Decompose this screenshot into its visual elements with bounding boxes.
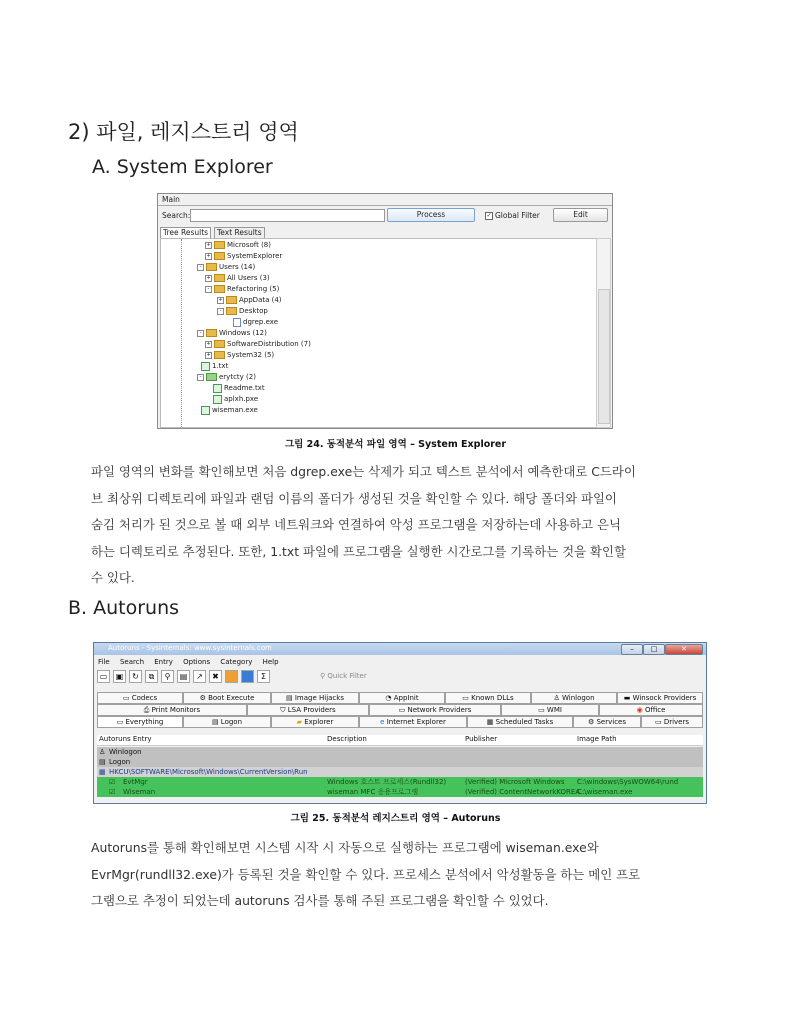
tab-label: Everything [125,718,164,726]
menu-options[interactable]: Options [183,658,211,666]
properties-icon[interactable]: ▤ [177,670,190,683]
tree-node-label: Desktop [239,307,268,315]
tab-label: Image Hijacks [294,694,344,702]
collapse-icon: - [197,264,204,271]
folder-icon [214,241,225,249]
tree-node[interactable] [217,295,282,305]
paragraph-line: 파일 영역의 변화를 확인해보면 처음 dgrep.exe는 삭제가 되고 텍스트 분석에서 예측한대로 C드라이 [91,464,636,479]
tab-everything[interactable] [97,716,183,728]
tree-view[interactable] [160,238,597,428]
tree-node-label: All Users (3) [227,274,270,282]
tab-wmi[interactable] [501,704,599,716]
minimize-button[interactable]: – [621,644,643,655]
folder-icon [206,329,217,337]
entry-checkbox[interactable]: ☑ [109,788,116,796]
folder-icon [214,351,225,359]
tree-node-label: dgrep.exe [243,318,279,326]
logon-icon: ▤ [211,718,221,726]
main-label: Main [162,195,180,204]
tree-node-label: Refactoring (5) [227,285,280,293]
tab-label: Winsock Providers [632,694,697,702]
menu-entry[interactable]: Entry [154,658,173,666]
tab-text-results[interactable]: Text Results [214,227,265,238]
tab-label: Explorer [304,718,334,726]
collapse-icon: - [197,330,204,337]
tree-node[interactable] [213,394,258,404]
menu-file[interactable]: File [98,658,110,666]
tab-label: WMI [546,706,562,714]
tree-node-label: Users (14) [219,263,256,271]
table-row[interactable] [97,787,703,797]
tab-codecs[interactable] [97,692,183,704]
collapse-icon: - [217,308,224,315]
window-title: Autoruns - Sysinternals: www.sysinternals.com [108,644,272,652]
tree-node[interactable] [197,372,256,382]
tree-node[interactable] [233,317,278,327]
paragraph-line: 수 있다. [91,570,135,585]
entry-label: Winlogon [109,748,142,756]
tab-winlogon[interactable] [531,692,617,704]
paragraph-line: 숨김 처리가 된 것으로 볼 때 외부 네트워크와 연결하여 악성 프로그램을 저장하는데 사용하고 은닉 [91,517,621,532]
dll-icon: ▭ [462,694,472,702]
save-icon[interactable]: ▣ [113,670,126,683]
everything-icon: ▭ [116,718,126,726]
toolbar [97,670,273,683]
office-icon: ◉ [636,706,645,714]
section-heading: 2) 파일, 레지스트리 영역 [68,120,299,144]
filter-icon: ⚲ [320,672,328,680]
tree-node-label: 1.txt [212,362,229,370]
entry-label: Logon [109,758,131,766]
drivers-icon: ▭ [654,718,664,726]
vertical-scrollbar[interactable] [596,238,611,428]
tab-services[interactable] [573,716,641,728]
tree-node[interactable] [205,284,279,294]
folder-icon [206,263,217,271]
column-header-row [97,735,703,746]
tasks-icon: ▦ [486,718,496,726]
jump-icon[interactable]: ↗ [193,670,206,683]
tree-node[interactable] [205,251,282,261]
tree-node-label: AppData (4) [239,296,282,304]
tab-logon[interactable] [183,716,271,728]
figure-caption-25: 그림 25. 동적분석 레지스트리 영역 – Autoruns [290,813,501,824]
tab-label: Scheduled Tasks [495,718,554,726]
folder-icon [206,373,217,381]
expand-icon: + [218,296,223,303]
folder-icon [214,285,225,293]
scan-options-icon[interactable] [225,670,238,683]
entry-image-path: C:\windows\SysWOW64\rund [577,778,679,786]
folder-icon [214,340,225,348]
new-file-icon [213,384,222,393]
scrollbar-thumb[interactable] [598,289,610,424]
entry-publisher: (Verified) Microsoft Windows [465,778,565,786]
boot-icon: ⚙ [199,694,209,702]
tree-node-label: SoftwareDistribution (7) [227,340,311,348]
tab-label: Winlogon [561,694,595,702]
process-button[interactable]: Process [387,208,475,222]
tree-node[interactable] [205,350,274,360]
expand-icon: + [206,351,211,358]
tab-internet-explorer[interactable] [359,716,467,728]
compare-icon[interactable] [241,670,254,683]
tab-office[interactable] [599,704,703,716]
expand-icon: + [206,340,211,347]
winlogon-icon: ♙ [553,694,562,702]
new-file-icon [213,395,222,404]
entry-description: wiseman MFC 응용프로그램 [327,788,419,796]
wmi-icon: ▭ [538,706,547,714]
tab-row-1 [97,692,703,703]
tab-label: Boot Execute [208,694,255,702]
tab-image-hijacks[interactable] [271,692,359,704]
image-icon: ▤ [286,694,295,702]
paragraph-line: 그램으로 추정이 되었는데 autoruns 검사를 통해 주된 프로그램을 확인할 수 있었다. [91,893,549,908]
network-icon: ▭ [398,706,408,714]
global-filter-checkbox[interactable] [485,211,540,220]
tab-scheduled-tasks[interactable] [467,716,573,728]
paragraph-line: 하는 디렉토리로 추정된다. 또한, 1.txt 파일에 프로그램을 실행한 시간로그를 기록하는 것을 확인할 [91,543,626,559]
maximize-button[interactable]: □ [643,644,665,655]
expand-icon: + [206,274,211,281]
tab-tree-results[interactable]: Tree Results [160,227,211,238]
search-label: Search: [162,211,191,220]
tab-label: AppInit [393,694,419,702]
col-publisher[interactable]: Publisher [465,735,498,743]
tab-label: Known DLLs [471,694,514,702]
tab-label: Network Providers [407,706,472,714]
tree-node[interactable] [205,339,311,349]
winlogon-icon: ♙ [99,748,106,756]
global-filter-label: Global Filter [495,211,540,220]
tab-label: Internet Explorer [386,718,446,726]
entry-name: EvtMgr [123,778,148,786]
quick-filter-input[interactable] [320,672,367,680]
tab-known-dlls[interactable] [445,692,531,704]
quick-filter-placeholder: Quick Filter [327,672,367,680]
tab-row-3 [97,716,703,727]
entry-name: Wiseman [123,788,156,796]
tree-guide-line [181,239,182,427]
logon-icon: ▤ [99,758,106,766]
paragraph-autoruns [91,835,703,915]
tree-node-label: wiseman.exe [212,406,258,414]
ie-icon: e [380,718,387,726]
codecs-icon: ▭ [122,694,132,702]
expand-icon: + [206,252,211,259]
tree-node-label: aplxh.pxe [224,395,259,403]
tab-row-2 [97,704,703,715]
table-row[interactable] [97,757,703,767]
tree-node[interactable] [213,383,265,393]
tab-network-providers[interactable] [369,704,501,716]
paragraph-line: Autoruns를 통해 확인해보면 시스템 시작 시 자동으로 실행하는 프로그램에 wiseman.exe와 [91,840,599,855]
tree-node-label: Windows (12) [219,329,267,337]
folder-icon [226,307,237,315]
entry-publisher: (Verified) ContentNetworkKOREA... [465,788,587,796]
entry-description: Windows 호스트 프로세스(Rundll32) [327,778,447,786]
appinit-icon: ◔ [385,694,394,702]
paragraph-file-area [91,459,703,592]
tree-node[interactable] [205,240,271,250]
menu-bar [98,658,287,666]
entry-image-path: C:\wiseman.exe [577,788,633,796]
tab-label: Codecs [131,694,158,702]
tab-label: Drivers [663,718,690,726]
tab-label: Services [596,718,627,726]
menu-search[interactable]: Search [119,658,145,666]
col-autoruns-entry[interactable]: Autoruns Entry [99,735,152,743]
collapse-icon: - [197,374,204,381]
collapse-icon: - [205,286,212,293]
tab-explorer[interactable] [271,716,359,728]
entry-checkbox[interactable]: ☑ [109,778,116,786]
table-row[interactable] [97,747,703,757]
table-row[interactable] [97,777,703,787]
menu-help[interactable]: Help [262,658,279,666]
shield-icon: ⛉ [280,706,288,714]
file-icon [233,318,241,327]
divider [158,205,612,206]
paragraph-line: EvrMgr(rundll32.exe)가 등록된 것을 확인할 수 있다. 프로세스 분석에서 악성활동을 하는 메인 프로 [91,866,641,882]
title-bar [94,643,706,655]
new-file-icon [201,406,210,415]
paragraph-line: 브 최상위 디렉토리에 파일과 랜덤 이름의 폴더가 생성된 것을 확인할 수 있다. 해당 폴더와 파일이 [91,490,617,506]
tab-label: LSA Providers [287,706,336,714]
sigma-icon[interactable]: Σ [257,670,270,683]
subheading-autoruns: B. Autoruns [68,597,180,619]
tree-node[interactable] [217,306,268,316]
find-icon[interactable]: ⚲ [161,670,174,683]
folder-icon [214,252,225,260]
tree-node-label: System32 (5) [227,351,275,359]
tree-node-label: Readme.txt [224,384,265,392]
close-button[interactable]: ✕ [665,644,703,655]
tab-label: Print Monitors [151,706,201,714]
delete-icon[interactable]: ✖ [209,670,222,683]
new-file-icon [201,362,210,371]
winsock-icon: ▬ [623,694,633,702]
edit-button[interactable]: Edit [553,208,608,222]
refresh-icon[interactable]: ↻ [129,670,142,683]
tree-node[interactable] [201,405,258,415]
open-icon[interactable]: ▭ [97,670,110,683]
tab-appinit[interactable] [359,692,445,704]
services-icon: ⚙ [587,718,597,726]
explorer-icon: ▰ [296,718,305,726]
system-explorer-screenshot [157,193,613,429]
expand-icon: + [206,241,211,248]
tab-print-monitors[interactable] [97,704,247,716]
tree-node-label: Microsoft (8) [227,241,271,249]
search-input[interactable] [190,209,385,222]
tree-node[interactable] [197,262,255,272]
registry-key-label: HKCU\SOFTWARE\Microsoft\Windows\CurrentVersion\Run [109,768,308,776]
tree-node-label: SystemExplorer [227,252,283,260]
registry-icon: ▦ [99,768,106,776]
tab-drivers[interactable] [641,716,703,728]
tab-winsock-providers[interactable] [617,692,703,704]
folder-icon [226,296,237,304]
col-description[interactable]: Description [327,735,367,743]
folder-icon [214,274,225,282]
autoruns-screenshot [93,642,707,804]
copy-icon[interactable]: ⧉ [145,670,158,683]
menu-category[interactable]: Category [220,658,253,666]
table-row[interactable] [97,767,703,777]
printer-icon: ⎙ [143,706,152,714]
col-image-path[interactable]: Image Path [577,735,617,743]
tree-node-label: erytcty (2) [219,373,256,381]
tab-label: Office [644,706,666,714]
checkbox-check-icon: ✓ [486,212,492,219]
tree-node[interactable] [205,273,270,283]
tab-boot-execute[interactable] [183,692,271,704]
tab-lsa-providers[interactable] [247,704,369,716]
tab-label: Logon [220,718,243,726]
subheading-system-explorer: A. System Explorer [92,156,273,178]
tree-node[interactable] [201,361,228,371]
tree-node[interactable] [197,328,267,338]
figure-caption-24: 그림 24. 동적분석 파일 영역 – System Explorer [284,439,507,450]
